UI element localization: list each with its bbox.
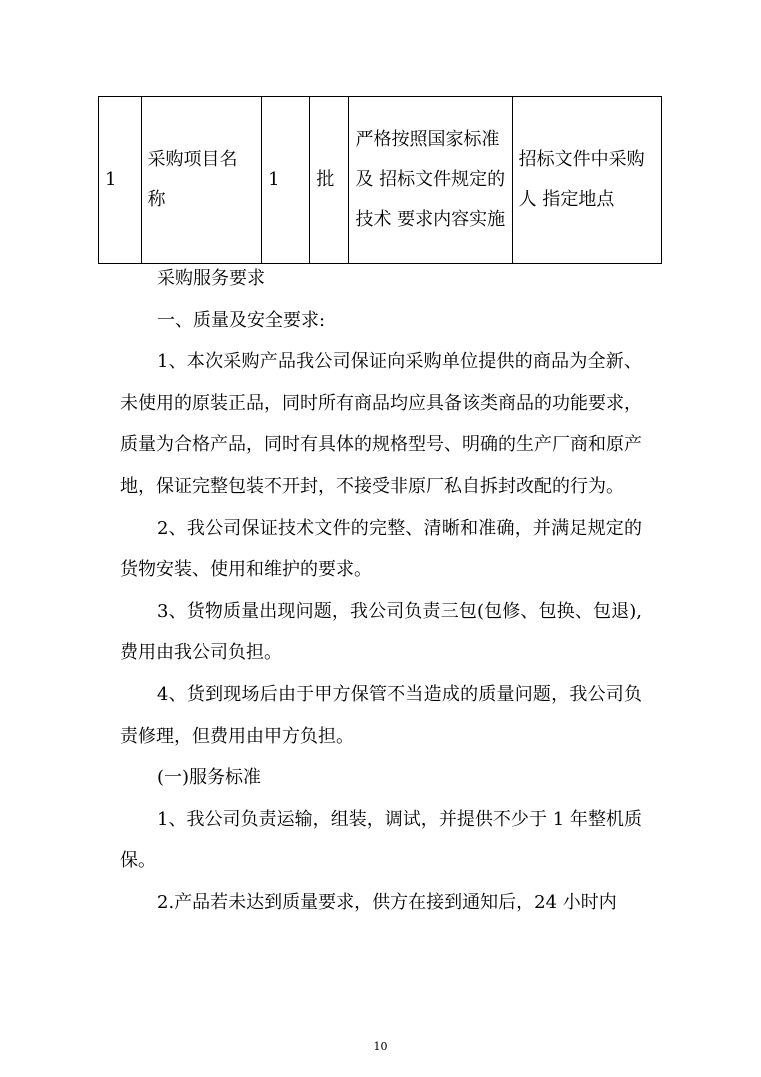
cell-item-name: 采购项目名称 — [141, 97, 262, 264]
paragraph-item-4: 4、货到现场后由于甲方保管不当造成的质量问题，我公司负责修理，但费用由甲方负担。 — [120, 683, 642, 747]
paragraph-item-1: 1、本次采购产品我公司保证向采购单位提供的商品为全新、未使用的原装正品，同时所有商品均应具备该类商品的功能要求，质量为合格产品，同时有具体的规格型号、明确的生产厂商和原产地，保证完整包装不开封，不接受非原厂私自拆封改配的行为。 — [120, 351, 642, 497]
cell-unit: 批 — [310, 97, 349, 264]
paragraph-item-2: 2、我公司保证技术文件的完整、清晰和准确，并满足规定的货物安装、使用和维护的要求。 — [120, 517, 642, 581]
page-number: 10 — [373, 1040, 388, 1053]
paragraph-service-1: 1、我公司负责运输，组装，调试，并提供不少于 1 年整机质保。 — [120, 808, 642, 872]
section-title: 采购服务要求 — [157, 268, 265, 289]
body-text — [120, 258, 642, 924]
table-row — [99, 97, 662, 264]
cell-index: 1 — [99, 97, 142, 264]
section-heading-service: (一)服务标准 — [157, 767, 262, 789]
paragraph-item-3: 3、货物质量出现问题，我公司负责三包(包修、包换、包退),费用由我公司负担。 — [120, 600, 642, 664]
paragraph-service-2: 2.产品若未达到质量要求，供方在接到通知后，24 小时内 — [157, 891, 617, 913]
section-heading-quality: 一、质量及安全要求: — [157, 309, 326, 331]
cell-quantity: 1 — [262, 97, 310, 264]
cell-requirement: 严格按照国家标准及 招标文件规定的技术 要求内容实施 — [349, 97, 512, 264]
procurement-table — [98, 96, 662, 264]
cell-location: 招标文件中采购人 指定地点 — [512, 97, 661, 264]
